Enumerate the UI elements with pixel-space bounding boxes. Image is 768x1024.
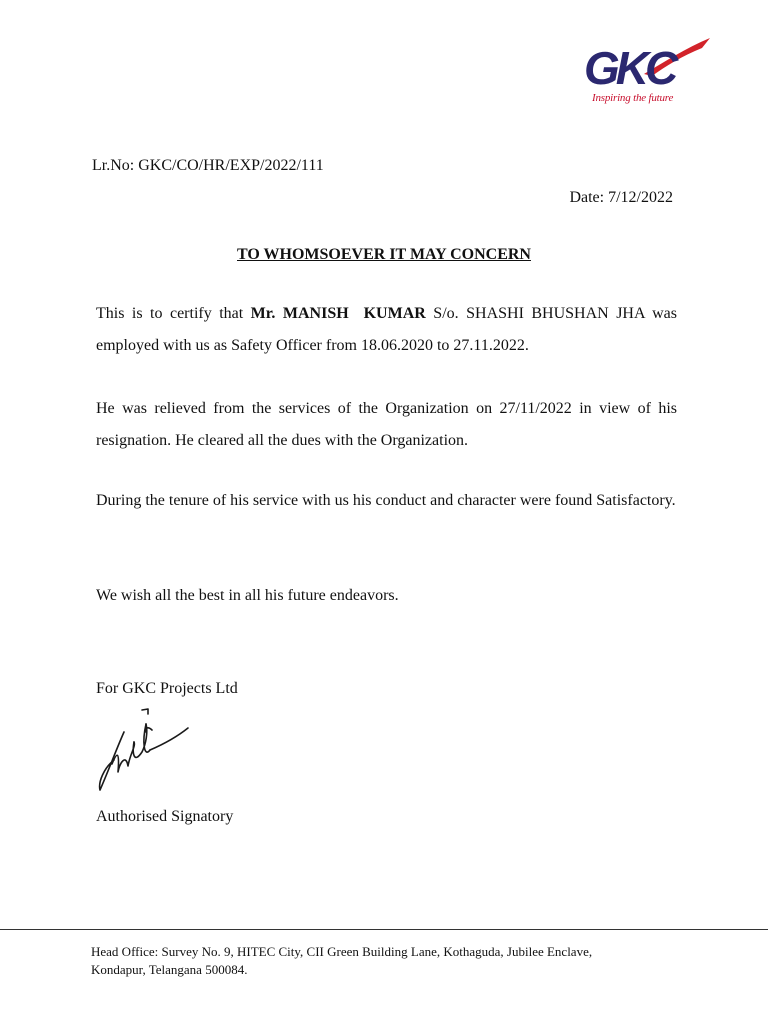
letter-reference-number: Lr.No: GKC/CO/HR/EXP/2022/111: [92, 157, 324, 174]
footer-address-line-2: Kondapur, Telangana 500084.: [91, 962, 248, 977]
letter-date: Date: 7/12/2022: [569, 189, 673, 206]
footer-address-line-1: Head Office: Survey No. 9, HITEC City, CII Green Building Lane, Kothaguda, Jubilee Enclave,: [91, 944, 593, 959]
relieving-paragraph: He was relieved from the services of the Organization on 27/11/2022 in view of his resignation. He cleared all the dues with the Organization.: [96, 400, 677, 449]
logo-tagline: Inspiring the future: [592, 92, 674, 104]
employee-name: Mr. MANISH KUMAR: [250, 305, 426, 322]
for-company-line: For GKC Projects Ltd: [96, 680, 238, 697]
wishes-paragraph: We wish all the best in all his future endeavors.: [96, 587, 399, 604]
conduct-paragraph: During the tenure of his service with us his conduct and character were found Satisfactory.: [96, 492, 676, 509]
handwritten-signature: [90, 702, 200, 802]
signatory-title: Authorised Signatory: [96, 808, 234, 825]
p1-prefix: This is to certify that: [96, 305, 251, 322]
letter-heading: TO WHOMSOEVER IT MAY CONCERN: [237, 246, 531, 263]
p1-suffix: S/o. SHASHI BHUSHAN JHA was employed with us as Safety Officer from 18.06.2020 to 27.11.2022.: [96, 305, 678, 354]
footer-divider: [0, 929, 768, 930]
logo-wordmark: GKC: [584, 42, 675, 94]
company-logo: [582, 36, 714, 112]
certification-paragraph: [96, 298, 677, 362]
footer-address: [91, 943, 691, 979]
